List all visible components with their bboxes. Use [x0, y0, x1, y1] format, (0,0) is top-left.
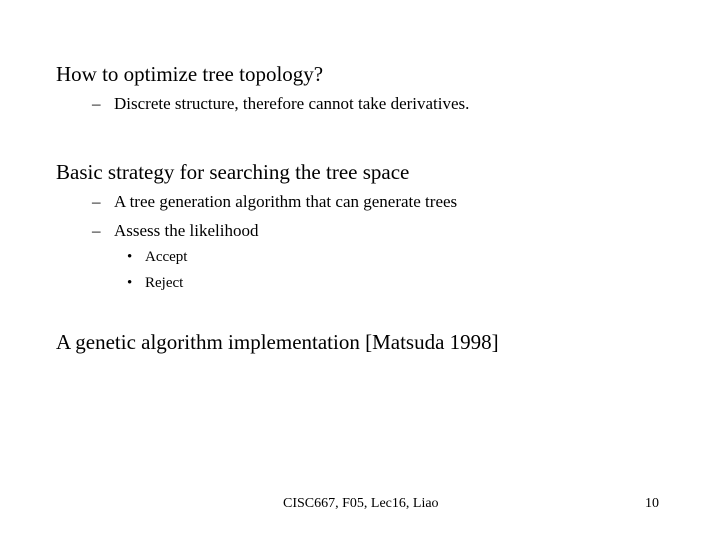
bullet-point-1	[56, 64, 323, 85]
sub-point-1-1-text: Discrete structure, therefore cannot take derivatives.	[114, 94, 470, 113]
sub-sub-point-accept-text: Accept	[145, 249, 188, 265]
sub-point-1-1	[92, 95, 469, 112]
sub-point-2-1-text: A tree generation algorithm that can generate trees	[114, 192, 458, 211]
sub-point-2-1	[92, 193, 457, 210]
footer-page-number: 10	[645, 496, 659, 511]
bullet-point-3-text: A genetic algorithm implementation [Matsuda 1998]	[56, 330, 499, 354]
bullet-point-2	[56, 162, 409, 183]
sub-sub-point-reject-text: Reject	[145, 275, 184, 291]
sub-sub-point-reject	[127, 276, 183, 291]
dash-marker: –	[92, 192, 101, 211]
dash-marker: –	[92, 94, 101, 113]
sub-point-2-2	[92, 222, 259, 239]
sub-point-2-2-text: Assess the likelihood	[114, 221, 259, 240]
bullet-dot-marker: •	[127, 275, 133, 291]
bullet-point-3	[56, 332, 499, 353]
bullet-dot-marker: •	[127, 249, 133, 265]
dash-marker: –	[92, 221, 101, 240]
bullet-point-2-text: Basic strategy for searching the tree space	[56, 160, 410, 184]
sub-sub-point-accept	[127, 250, 187, 265]
bullet-point-1-text: How to optimize tree topology?	[56, 62, 324, 86]
footer-course-label: CISC667, F05, Lec16, Liao	[283, 496, 439, 511]
